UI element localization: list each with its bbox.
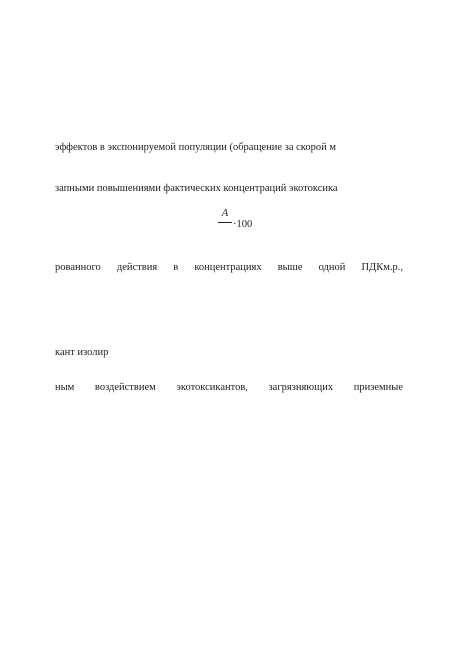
fraction-bar	[218, 222, 232, 223]
text-line: эффектов в экспонируемой популяции (обращение за скорой м	[55, 142, 337, 153]
text-line: ным воздействием экотоксикантов, загрязняющих приземные	[55, 382, 403, 393]
text-line: кант изолир	[55, 347, 109, 358]
text-line: запными повышениями фактических концентраций экотоксика	[55, 183, 338, 194]
formula-fraction	[218, 208, 232, 223]
formula-multiplier: ·100	[233, 219, 253, 230]
formula-numerator: A	[221, 208, 229, 219]
text-line: рованного действия в концентрациях выше одной ПДКм.р.,	[55, 262, 403, 273]
